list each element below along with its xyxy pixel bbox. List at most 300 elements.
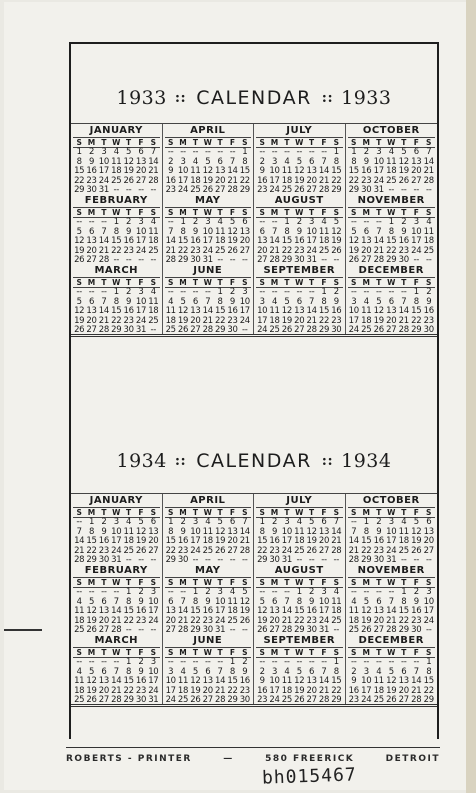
month-june: [163, 264, 255, 334]
day-cell: 16: [227, 306, 238, 317]
day-cell: 28: [411, 695, 422, 704]
day-cell: 15: [86, 536, 97, 547]
day-cell: 17: [423, 606, 434, 617]
day-cell: 9: [138, 666, 144, 677]
day-cell: 2: [126, 217, 132, 227]
day-cell: 19: [386, 685, 397, 696]
day-cell: 15: [111, 306, 122, 317]
day-cell: 5: [284, 296, 290, 307]
month-march: [71, 264, 163, 334]
day-cell: 12: [227, 226, 238, 237]
month-name: JANUARY: [89, 495, 143, 506]
day-cell: 4: [296, 517, 302, 527]
day-cell: 6: [401, 666, 407, 677]
day-cell: 11: [361, 306, 372, 317]
year-title: [71, 86, 437, 110]
day-cell: 29: [423, 695, 434, 704]
weekday-letter: S: [333, 578, 340, 587]
day-cell: --: [321, 555, 327, 564]
weekday-letter: T: [126, 278, 132, 287]
day-cell: 26: [361, 625, 372, 634]
day-cell: 2: [376, 517, 382, 527]
day-cell: 8: [259, 526, 265, 537]
weekday-letter: S: [167, 138, 174, 147]
weekday-letter: T: [192, 648, 198, 657]
weekday-letter: S: [333, 278, 340, 287]
day-cell: 11: [331, 596, 342, 607]
day-cell: 8: [296, 596, 302, 607]
day-cell: 18: [111, 166, 122, 177]
week-row: [256, 256, 343, 264]
day-cell: 28: [423, 175, 434, 186]
day-cell: 18: [148, 306, 159, 317]
day-cell: 9: [138, 596, 144, 607]
day-cell: 26: [123, 175, 134, 186]
day-cell: 6: [205, 666, 211, 677]
day-cell: 8: [413, 296, 419, 307]
day-cell: 18: [123, 536, 134, 547]
day-cell: 28: [111, 695, 122, 704]
day-cell: 20: [202, 685, 213, 696]
weeks: [348, 288, 436, 334]
weekday-letter: F: [413, 278, 419, 287]
weekday-letter: W: [387, 138, 396, 147]
day-cell: 2: [101, 517, 107, 527]
day-cell: 23: [331, 315, 342, 326]
day-cell: 6: [150, 517, 156, 527]
day-cell: 24: [177, 185, 189, 194]
day-cell: 20: [411, 166, 422, 177]
day-cell: 9: [180, 526, 186, 537]
day-cell: 9: [192, 226, 198, 237]
day-cell: 1: [363, 517, 369, 527]
day-cell: 6: [88, 226, 95, 237]
day-cell: 23: [86, 175, 97, 186]
day-cell: 2: [242, 657, 248, 667]
day-cell: 27: [257, 255, 268, 264]
day-cell: 15: [348, 166, 359, 177]
day-cell: 8: [126, 596, 132, 607]
day-cell: 13: [257, 236, 268, 247]
week-row: [73, 326, 160, 334]
month-name: FEBRUARY: [84, 195, 148, 206]
day-cell: 19: [202, 175, 213, 186]
day-cell: 14: [269, 236, 280, 247]
day-cell: 22: [86, 545, 97, 556]
footer-dash: —: [223, 754, 234, 764]
year-left: 1933: [116, 87, 167, 109]
day-cell: 2: [192, 217, 198, 227]
week-row: [73, 556, 160, 564]
day-cell: --: [150, 325, 157, 334]
day-cell: 30: [135, 695, 147, 704]
day-cell: 31: [306, 255, 317, 264]
weekday-letter: T: [401, 508, 407, 517]
month-name: JULY: [286, 125, 313, 136]
day-cell: 16: [239, 676, 250, 687]
day-cell: 13: [98, 676, 109, 687]
day-cell: 7: [351, 526, 357, 537]
day-cell: 12: [331, 226, 342, 237]
day-cell: 23: [348, 695, 359, 704]
month-name: AUGUST: [274, 565, 324, 576]
day-cell: --: [180, 587, 186, 597]
day-cell: 5: [376, 296, 382, 307]
day-cell: 17: [177, 175, 189, 186]
day-cell: 11: [318, 226, 330, 237]
day-cell: 26: [202, 185, 213, 194]
weekday-letter: M: [362, 278, 370, 287]
day-cell: 14: [239, 526, 250, 537]
day-cell: 7: [242, 517, 248, 527]
day-cell: 27: [98, 625, 109, 634]
month-february: [71, 194, 163, 264]
weekday-letter: S: [150, 508, 157, 517]
day-cell: 24: [386, 545, 397, 556]
day-cell: 17: [135, 236, 147, 247]
day-cell: --: [204, 287, 211, 297]
week-row: [348, 186, 436, 194]
day-cell: 24: [202, 245, 213, 256]
weekday-letter: S: [259, 578, 265, 587]
day-cell: 16: [423, 306, 434, 317]
day-cell: --: [271, 287, 278, 297]
day-cell: 7: [333, 517, 339, 527]
weekday-letter: S: [333, 508, 340, 517]
day-cell: 7: [101, 296, 107, 307]
day-cell: 27: [306, 185, 317, 194]
day-cell: 11: [123, 526, 134, 537]
weekday-letter: F: [138, 578, 144, 587]
day-cell: 20: [135, 166, 147, 177]
day-cell: 24: [306, 245, 317, 256]
day-cell: 15: [361, 536, 372, 547]
day-cell: 19: [86, 685, 97, 696]
weekday-letter: M: [87, 508, 96, 517]
day-cell: --: [321, 255, 327, 264]
day-cell: 16: [98, 536, 109, 547]
day-cell: 13: [423, 526, 434, 537]
day-cell: 12: [257, 606, 268, 617]
day-cell: 10: [135, 226, 147, 237]
day-cell: 2: [138, 587, 144, 597]
day-cell: --: [192, 657, 199, 667]
weekday-letter: S: [426, 508, 432, 517]
month-july: [254, 494, 346, 564]
day-cell: 5: [296, 666, 302, 677]
weekday-letter: T: [309, 578, 315, 587]
weekday-letter: W: [387, 208, 396, 217]
day-cell: 3: [351, 296, 357, 307]
day-cell: 8: [351, 156, 357, 167]
weekday-letter: T: [284, 138, 290, 147]
day-cell: 29: [74, 185, 85, 194]
day-cell: 25: [148, 315, 159, 326]
day-cell: 4: [388, 147, 394, 157]
day-cell: 10: [135, 296, 147, 307]
day-cell: 2: [126, 287, 132, 297]
day-cell: --: [76, 517, 82, 527]
weekday-letter: F: [229, 278, 236, 287]
weekday-letter: M: [270, 278, 279, 287]
weekday-letter: T: [101, 578, 107, 587]
week-row: [256, 626, 343, 634]
day-cell: 18: [281, 685, 292, 696]
day-cell: 6: [388, 296, 394, 307]
day-cell: 10: [411, 226, 422, 237]
weeks: [73, 518, 160, 564]
day-cell: 3: [138, 287, 144, 297]
day-cell: 25: [386, 175, 397, 186]
day-cell: 10: [190, 526, 201, 537]
day-cell: 18: [373, 685, 384, 696]
day-cell: 26: [74, 325, 85, 334]
day-cell: 27: [227, 545, 238, 556]
day-cell: 20: [318, 536, 330, 547]
day-cell: 20: [86, 315, 97, 326]
month-october: [346, 124, 438, 194]
day-cell: 11: [373, 676, 384, 687]
day-cell: 25: [111, 175, 122, 186]
day-cell: --: [204, 147, 211, 157]
day-cell: 24: [411, 245, 422, 256]
day-cell: 23: [135, 685, 147, 696]
day-cell: 22: [348, 175, 359, 186]
day-cell: 17: [373, 166, 384, 177]
day-cell: 15: [331, 166, 342, 177]
day-cell: 31: [373, 185, 384, 194]
day-cell: 14: [227, 166, 238, 177]
day-cell: 24: [281, 545, 292, 556]
weekday-letter: T: [101, 278, 107, 287]
day-cell: 28: [148, 175, 159, 186]
year-title: [71, 449, 437, 473]
day-cell: 19: [190, 685, 201, 696]
day-cell: 14: [318, 166, 330, 177]
week-row: [165, 186, 252, 194]
day-cell: 21: [74, 545, 85, 556]
day-cell: --: [308, 657, 315, 667]
day-cell: 31: [214, 625, 226, 634]
day-cell: 9: [88, 156, 95, 167]
day-cell: 18: [294, 536, 305, 547]
day-cell: --: [217, 657, 223, 667]
day-cell: 6: [426, 517, 432, 527]
day-cell: 1: [126, 657, 132, 667]
weekday-letter: S: [259, 208, 265, 217]
day-cell: 1: [113, 217, 119, 227]
day-cell: 26: [348, 255, 359, 264]
weekday-letter: S: [167, 508, 174, 517]
day-cell: 27: [318, 545, 330, 556]
day-cell: 5: [180, 296, 186, 307]
day-cell: --: [413, 255, 420, 264]
day-cell: 29: [165, 555, 176, 564]
day-cell: 15: [411, 306, 422, 317]
weekday-letter: T: [192, 208, 198, 217]
weekday-letter: M: [270, 508, 279, 517]
day-cell: 21: [98, 315, 109, 326]
day-cell: --: [259, 217, 265, 227]
day-cell: 1: [88, 517, 95, 527]
month-name: MAY: [195, 195, 221, 206]
day-cell: 21: [239, 536, 250, 547]
day-cell: 15: [123, 606, 134, 617]
weekday-letter: S: [76, 508, 82, 517]
week-row: [165, 326, 252, 334]
weekday-letter: M: [179, 578, 187, 587]
day-cell: 17: [135, 306, 147, 317]
day-cell: 17: [269, 175, 280, 186]
day-cell: 19: [135, 536, 147, 547]
day-cell: 30: [227, 325, 238, 334]
day-cell: 4: [321, 217, 327, 227]
day-cell: 26: [398, 175, 409, 186]
day-cell: 3: [242, 287, 248, 297]
day-cell: --: [150, 555, 157, 564]
day-cell: 24: [135, 245, 147, 256]
day-cell: 26: [294, 185, 305, 194]
day-cell: 20: [361, 245, 372, 256]
day-cell: 3: [150, 587, 156, 597]
day-cell: 10: [318, 596, 330, 607]
day-cell: 6: [229, 517, 236, 527]
day-cell: 23: [306, 615, 317, 626]
day-cell: --: [413, 185, 420, 194]
day-cell: 20: [386, 315, 397, 326]
weekday-letter: M: [179, 648, 187, 657]
day-cell: 15: [177, 236, 189, 247]
month-name: NOVEMBER: [357, 195, 425, 206]
day-cell: 25: [165, 325, 176, 334]
day-cell: --: [400, 185, 407, 194]
day-cell: 10: [111, 526, 122, 537]
day-cell: --: [425, 255, 432, 264]
weeks: [256, 588, 343, 634]
day-cell: 7: [168, 226, 174, 237]
weekday-letter: S: [426, 138, 432, 147]
day-cell: 3: [271, 156, 278, 167]
weekday-letter: W: [112, 648, 121, 657]
day-cell: 16: [86, 166, 97, 177]
day-cell: 9: [126, 226, 132, 237]
day-cell: 28: [111, 625, 122, 634]
day-cell: 27: [269, 625, 280, 634]
day-cell: 16: [331, 306, 342, 317]
day-cell: 20: [306, 685, 317, 696]
day-cell: 28: [98, 255, 109, 264]
day-cell: 6: [309, 156, 315, 167]
day-cell: --: [229, 255, 236, 264]
day-cell: --: [88, 657, 95, 667]
weekday-letter: S: [259, 138, 265, 147]
day-cell: 11: [148, 296, 159, 307]
weekday-letter: F: [138, 208, 144, 217]
day-cell: 29: [411, 325, 422, 334]
day-cell: 24: [111, 545, 122, 556]
weekday-letter: T: [101, 138, 107, 147]
day-cell: 7: [401, 296, 407, 307]
weekday-letter: T: [217, 138, 223, 147]
weekday-letter: T: [376, 208, 382, 217]
weeks: [165, 218, 252, 264]
weekday-letter: F: [321, 508, 327, 517]
day-cell: 8: [113, 296, 119, 307]
day-cell: 17: [190, 536, 201, 547]
day-cell: 5: [217, 517, 223, 527]
day-cell: 14: [398, 306, 409, 317]
day-cell: 25: [281, 185, 292, 194]
day-cell: 23: [123, 315, 134, 326]
day-cell: 3: [113, 517, 119, 527]
day-cell: 2: [426, 287, 432, 297]
day-cell: 11: [74, 676, 85, 687]
separator: ::: [321, 90, 334, 106]
weekday-letter: M: [270, 578, 279, 587]
day-cell: 26: [190, 695, 201, 704]
day-cell: 20: [269, 615, 280, 626]
day-cell: 10: [257, 306, 268, 317]
day-cell: 19: [348, 245, 359, 256]
day-cell: 19: [281, 315, 292, 326]
day-cell: 10: [269, 676, 280, 687]
day-cell: 5: [88, 596, 95, 607]
day-cell: 29: [361, 555, 372, 564]
day-cell: 5: [126, 147, 132, 157]
weekday-letter: S: [150, 138, 157, 147]
day-cell: 26: [281, 325, 292, 334]
day-cell: 11: [423, 226, 434, 237]
day-cell: 6: [271, 596, 278, 607]
weekday-letter: F: [321, 578, 327, 587]
day-cell: 21: [148, 166, 159, 177]
day-cell: 21: [386, 615, 397, 626]
day-cell: 15: [239, 166, 250, 177]
day-cell: --: [217, 147, 223, 157]
day-cell: 25: [123, 545, 134, 556]
day-cell: 4: [150, 287, 156, 297]
day-cell: --: [138, 625, 144, 634]
day-cell: --: [363, 587, 370, 597]
day-cell: 9: [259, 676, 265, 687]
day-cell: 15: [281, 236, 292, 247]
day-cell: 27: [361, 255, 372, 264]
day-cell: 26: [239, 615, 250, 626]
day-cell: 30: [361, 185, 372, 194]
day-cell: 17: [111, 536, 122, 547]
day-cell: 1: [259, 517, 265, 527]
weeks: [348, 588, 436, 634]
day-cell: 16: [361, 166, 372, 177]
day-cell: --: [192, 555, 199, 564]
day-cell: --: [400, 555, 407, 564]
day-cell: 20: [190, 315, 201, 326]
weekday-letter: F: [138, 138, 144, 147]
day-cell: 7: [113, 596, 119, 607]
weekday-letter: S: [333, 138, 340, 147]
day-cell: --: [363, 657, 370, 667]
day-cell: 6: [101, 596, 107, 607]
weeks: [73, 288, 160, 334]
day-cell: 22: [74, 175, 85, 186]
day-cell: 15: [331, 676, 342, 687]
day-cell: 3: [413, 217, 419, 227]
day-cell: 1: [321, 287, 327, 297]
day-cell: --: [308, 147, 315, 157]
month-december: [346, 264, 438, 334]
day-cell: 5: [388, 666, 394, 677]
day-cell: 9: [426, 296, 432, 307]
